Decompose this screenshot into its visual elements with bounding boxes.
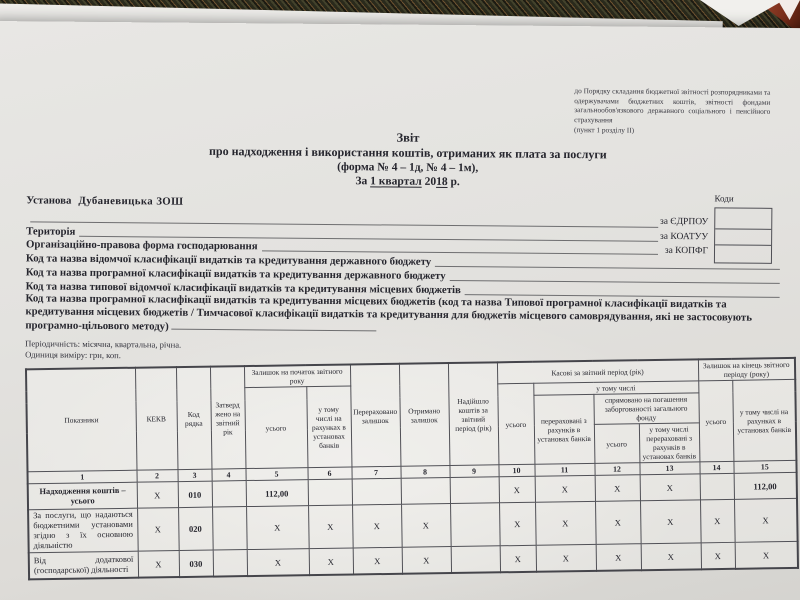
data-cell: X bbox=[308, 505, 353, 548]
year-prefix: 20 bbox=[424, 175, 437, 189]
regulation-annotation bbox=[574, 86, 770, 136]
data-cell: X bbox=[353, 547, 402, 575]
data-cell: X bbox=[138, 551, 179, 579]
header-u-tomu-chysli: у тому числі bbox=[533, 381, 698, 395]
form-number-line: (форма № 4 – 1д, № 4 – 1м), bbox=[337, 160, 479, 175]
header-kod-riadka: Код рядка bbox=[176, 367, 212, 470]
row-label: Від додаткової (господарської) діяльності bbox=[29, 551, 138, 580]
header-utch-rakhunky-15: у тому числі на рахунках в установах банків bbox=[732, 379, 796, 461]
data-cell: X bbox=[402, 546, 451, 574]
report-paper bbox=[0, 21, 800, 600]
period-prefix: За bbox=[355, 175, 368, 188]
data-cell: X bbox=[536, 544, 596, 572]
header-utch-pererakhovani-13: у тому числі перераховані з рахунків в установах банків bbox=[639, 423, 700, 463]
header-usoho-14: усього bbox=[698, 380, 733, 462]
col-number: 4 bbox=[211, 469, 245, 482]
header-usoho-12: усього bbox=[594, 424, 640, 464]
institution-value: Дубаневицька ЗОШ bbox=[78, 194, 184, 208]
col-number: 12 bbox=[594, 463, 639, 476]
col-number: 14 bbox=[699, 462, 733, 475]
row-label: Надходження коштів – усього bbox=[28, 483, 137, 511]
data-cell: X bbox=[701, 542, 735, 570]
row-label: За послуги, що надаються бюджетними установами згідно з їх основною діяльністю bbox=[28, 509, 138, 553]
col-number: 1 bbox=[28, 471, 137, 485]
data-cell: X bbox=[596, 544, 641, 572]
data-cell bbox=[212, 507, 247, 550]
data-cell: X bbox=[499, 477, 535, 504]
header-zalyshok-kinets: Залишок на кінець звітного періоду (року) bbox=[698, 358, 795, 381]
header-pererakhovani-z-rakhunkiv: перераховані з рахунків в установах банків bbox=[533, 394, 594, 464]
data-cell: X bbox=[595, 501, 641, 544]
header-zatverdzheno: Затверджено на звітний рік bbox=[210, 366, 246, 469]
header-otrymano-zalyshok: Отримано залишок bbox=[399, 363, 450, 467]
col-number: 13 bbox=[639, 462, 699, 475]
regulation-point: (пункт 1 розділу ІІ) bbox=[574, 124, 635, 135]
col-number: 10 bbox=[498, 465, 534, 478]
data-cell: X bbox=[401, 504, 451, 547]
header-utch-rakhunky-6: у тому числі на рахунках в установах банків bbox=[306, 386, 351, 468]
data-cell bbox=[308, 479, 352, 506]
unit-note: Одиниця виміру: грн, коп. bbox=[25, 349, 121, 361]
form-fields bbox=[25, 191, 780, 367]
col-number: 2 bbox=[136, 470, 177, 483]
data-cell: 112,00 bbox=[734, 473, 797, 500]
data-cell: X bbox=[247, 549, 309, 577]
col-number: 11 bbox=[534, 464, 594, 477]
header-zalyshok-pochatok: Залишок на початок звітного року bbox=[244, 365, 350, 388]
periodicity-note: Періодичність: місячна, квартальна, річна. bbox=[25, 338, 182, 350]
regulation-text: до Порядку складання бюджетної звітності розпорядниками та одержувачами бюджетних коштів, звітності фондами загальнообов'язкового державного соціального і пенсійного страхування bbox=[574, 86, 771, 125]
local-budget-prohramna-label: Код та назва програмної класифікації видатків та кредитування місцевих бюджетів (код та назва Типової програмної класифікації видатків та кредитування місцевих бюджетів / Тимчасової класифікації видатків та кредитування для бюджетів місцевого самоврядування, які не застосовують програмно-цільового методу) bbox=[25, 292, 752, 333]
data-cell bbox=[451, 546, 500, 574]
code-label-kopfg: за КОПФГ bbox=[664, 245, 709, 257]
data-cell: X bbox=[640, 500, 701, 544]
local-budget-prohramna-paragraph bbox=[25, 293, 779, 339]
header-spriamovano: спрямовано на погашення заборгованості загального фонду bbox=[593, 393, 698, 425]
data-cell: 030 bbox=[179, 550, 213, 578]
report-title: Звіт bbox=[396, 130, 420, 145]
data-cell bbox=[212, 481, 246, 508]
state-budget-vidomcha-label: Код та назва відомчої класифікації видатків та кредитування державного бюджету bbox=[25, 252, 432, 269]
data-cell: X bbox=[641, 543, 701, 571]
header-usoho-5: усього bbox=[244, 387, 307, 469]
col-number: 8 bbox=[400, 466, 449, 479]
data-cell: X bbox=[595, 475, 640, 502]
col-number: 15 bbox=[733, 461, 796, 474]
data-cell: X bbox=[499, 503, 536, 546]
col-number: 5 bbox=[245, 468, 307, 481]
code-label-koatuu: за КОАТУУ bbox=[659, 231, 709, 242]
territory-label: Територія bbox=[26, 224, 76, 238]
data-cell: X bbox=[640, 474, 700, 501]
state-budget-prohramna-label: Код та назва програмної класифікації видатків та кредитування державного бюджету bbox=[25, 266, 446, 282]
data-cell: X bbox=[246, 506, 309, 550]
data-cell bbox=[450, 477, 499, 504]
header-nadiishlo-koshtiv: Надійшло коштів за звітний період (рік) bbox=[448, 362, 499, 466]
data-cell bbox=[700, 474, 734, 501]
data-cell: X bbox=[700, 500, 735, 543]
data-cell: X bbox=[500, 545, 536, 573]
data-cell bbox=[450, 503, 500, 546]
data-cell: X bbox=[137, 482, 178, 509]
col-number: 3 bbox=[177, 469, 211, 482]
code-label-edrpou: за ЄДРПОУ bbox=[659, 216, 709, 228]
data-cell bbox=[352, 479, 401, 506]
header-kasovi: Касові за звітний період (рік) bbox=[497, 359, 698, 384]
data-cell: X bbox=[352, 505, 402, 548]
data-cell: X bbox=[734, 499, 798, 543]
report-title-block bbox=[0, 128, 800, 193]
data-cell: X bbox=[735, 541, 798, 569]
header-pererakhovano-zalyshok: Перераховано залишок bbox=[350, 364, 401, 468]
data-cell bbox=[401, 478, 450, 505]
data-cell: X bbox=[137, 508, 179, 551]
institution-label: Установа bbox=[26, 194, 72, 207]
data-cell: X bbox=[535, 476, 595, 503]
header-usoho-10: усього bbox=[497, 383, 534, 465]
data-cell: X bbox=[309, 548, 353, 576]
col-number: 6 bbox=[307, 467, 351, 480]
data-cell: 010 bbox=[178, 481, 212, 508]
report-table bbox=[25, 357, 799, 581]
report-subtitle: про надходження і використання коштів, отриманих як плата за послуги bbox=[208, 143, 607, 162]
header-pokaznyky: Показники bbox=[26, 368, 137, 472]
year-value: 18 bbox=[436, 176, 448, 189]
local-budget-vidomcha-label: Код та назва типової відомчої класифікації видатків та кредитування місцевих бюджетів bbox=[25, 280, 461, 296]
field-underline bbox=[171, 328, 376, 331]
codes-label: Коди bbox=[714, 193, 734, 204]
data-cell: 112,00 bbox=[246, 480, 308, 507]
period-suffix: р. bbox=[450, 176, 460, 189]
data-cell: 020 bbox=[178, 507, 213, 550]
org-form-label: Організаційно-правова форма господарювання bbox=[25, 238, 258, 253]
header-kekv: КЕКВ bbox=[135, 367, 178, 470]
data-cell: X bbox=[535, 502, 596, 546]
col-number: 9 bbox=[449, 465, 498, 478]
data-cell bbox=[213, 550, 247, 578]
period-value: 1 квартал bbox=[370, 175, 422, 188]
col-number: 7 bbox=[351, 467, 400, 480]
report-table-wrapper bbox=[25, 357, 800, 581]
